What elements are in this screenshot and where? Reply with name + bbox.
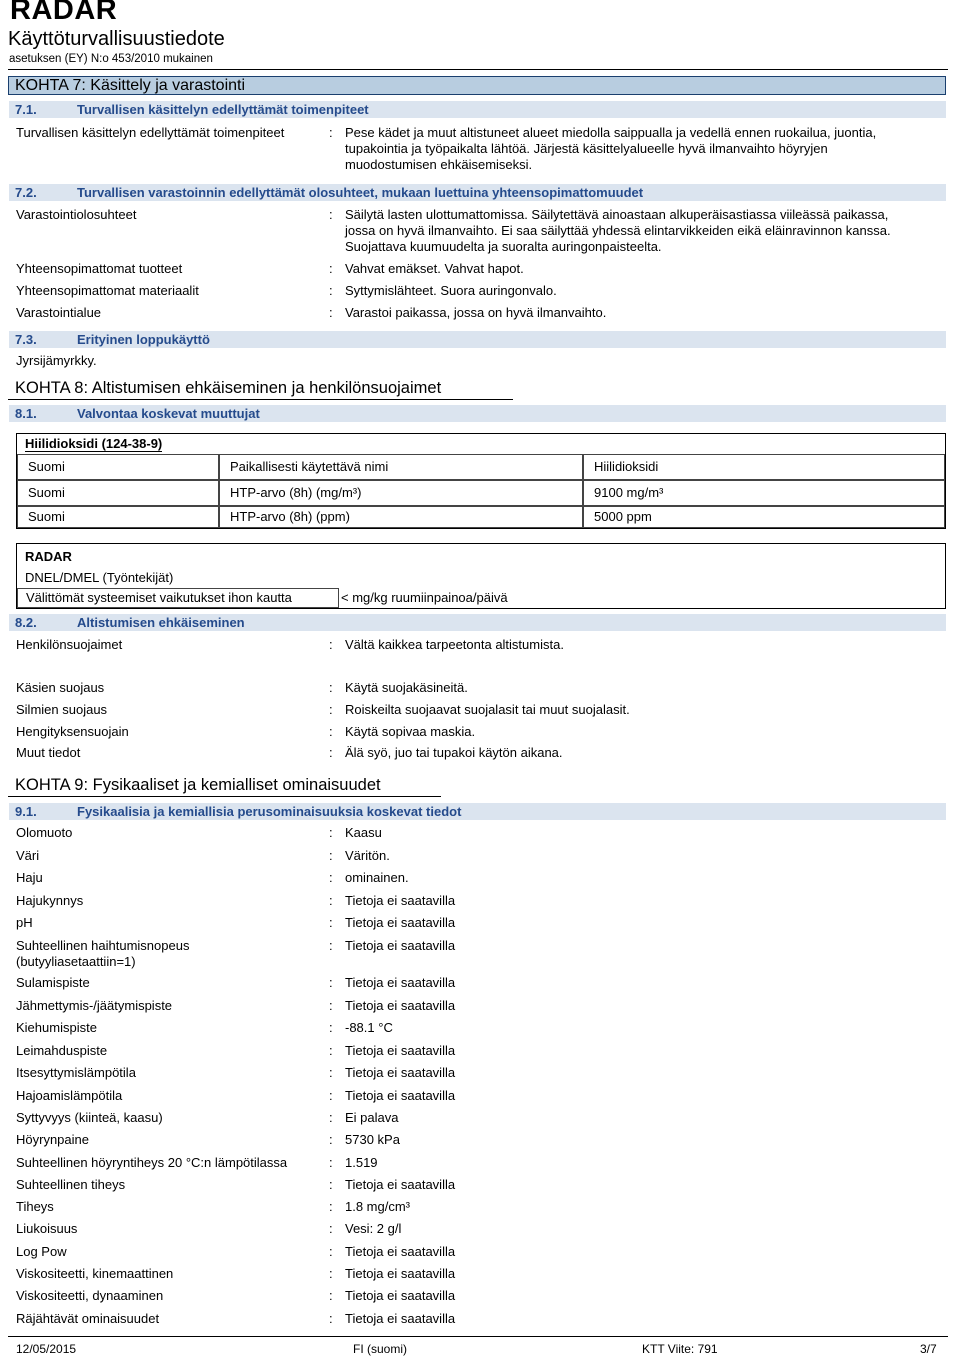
property-label: Olomuoto bbox=[16, 825, 73, 840]
subsection-number: 8.1. bbox=[15, 406, 37, 421]
header-divider bbox=[8, 69, 948, 70]
table-cell: Suomi bbox=[17, 480, 219, 506]
dnel-table bbox=[16, 543, 946, 609]
table-subheader: DNEL/DMEL (Työntekijät) bbox=[25, 570, 174, 585]
regulation-note: asetuksen (EY) N:o 453/2010 mukainen bbox=[9, 53, 213, 65]
colon: : bbox=[329, 125, 333, 140]
colon: : bbox=[329, 1065, 333, 1080]
other-info-value: Älä syö, juo tai tupakoi käytön aikana. bbox=[345, 745, 563, 760]
property-value: Kaasu bbox=[345, 825, 382, 840]
handling-line: muodostumisen ehkäisemiseksi. bbox=[345, 157, 533, 172]
ppe-label: Henkilönsuojaimet bbox=[16, 637, 123, 652]
property-label: Suhteellinen höyryntiheys 20 °C:n lämpötilassa bbox=[16, 1155, 288, 1170]
property-value: Tietoja ei saatavilla bbox=[345, 998, 456, 1013]
table-header: Hiilidioksidi (124-38-9) bbox=[25, 436, 163, 451]
colon: : bbox=[329, 261, 333, 276]
property-value: Tietoja ei saatavilla bbox=[345, 1088, 456, 1103]
other-info-label: Muut tiedot bbox=[16, 745, 81, 760]
colon: : bbox=[329, 1311, 333, 1326]
property-value: Väritön. bbox=[345, 848, 390, 863]
subsection-title: Fysikaalisia ja kemiallisia perusominaisuuksia koskevat tiedot bbox=[77, 804, 462, 819]
hand-protection-value: Käytä suojakäsineitä. bbox=[345, 680, 468, 695]
colon: : bbox=[329, 1266, 333, 1281]
subsection-title: Valvontaa koskevat muuttujat bbox=[77, 406, 260, 421]
footer-reference: KTT Viite: 791 bbox=[642, 1342, 718, 1356]
subsection-7-1 bbox=[9, 101, 946, 118]
respiratory-protection-value: Käytä sopivaa maskia. bbox=[345, 724, 476, 739]
respiratory-protection-label: Hengityksensuojain bbox=[16, 724, 129, 739]
storage-label: Varastointiolosuhteet bbox=[16, 207, 137, 222]
colon: : bbox=[329, 283, 333, 298]
subsection-number: 7.3. bbox=[15, 332, 37, 347]
table-cell: HTP-arvo (8h) (ppm) bbox=[219, 506, 583, 528]
property-label: Sulamispiste bbox=[16, 975, 90, 990]
handling-line: tupakointia ja työpaikalta lähtöä. Järjestä käsittelyalueelle hyvä ilmanvaihto höyryjen bbox=[345, 141, 828, 156]
table-cell: Hiilidioksidi bbox=[583, 454, 945, 480]
property-label: Viskositeetti, kinemaattinen bbox=[16, 1266, 174, 1281]
property-label: Liukoisuus bbox=[16, 1221, 78, 1236]
footer-language: FI (suomi) bbox=[353, 1342, 407, 1356]
subsection-title: Turvallisen varastoinnin edellyttämät olosuhteet, mukaan luettuina yhteensopimattomuudet bbox=[77, 185, 644, 200]
colon: : bbox=[329, 870, 333, 885]
property-value: Tietoja ei saatavilla bbox=[345, 1043, 456, 1058]
colon: : bbox=[329, 1177, 333, 1192]
property-label: Kiehumispiste bbox=[16, 1020, 97, 1035]
property-label: pH bbox=[16, 915, 33, 930]
ppe-value: Vältä kaikkea tarpeetonta altistumista. bbox=[345, 637, 564, 652]
table-cell: Välittömät systeemiset vaikutukset ihon kautta bbox=[17, 588, 339, 608]
footer-page-number: 3/7 bbox=[920, 1342, 937, 1356]
document-subtitle: Käyttöturvallisuustiedote bbox=[8, 28, 225, 50]
colon: : bbox=[329, 637, 333, 652]
colon: : bbox=[329, 680, 333, 695]
table-cell: 5000 ppm bbox=[583, 506, 945, 528]
colon: : bbox=[329, 848, 333, 863]
property-value: Tietoja ei saatavilla bbox=[345, 938, 456, 953]
property-label: Suhteellinen tiheys bbox=[16, 1177, 126, 1192]
property-value: 5730 kPa bbox=[345, 1132, 400, 1147]
property-value: Tietoja ei saatavilla bbox=[345, 1244, 456, 1259]
incompatible-materials-label: Yhteensopimattomat materiaalit bbox=[16, 283, 199, 298]
property-value: Tietoja ei saatavilla bbox=[345, 893, 456, 908]
eye-protection-label: Silmien suojaus bbox=[16, 702, 108, 717]
storage-area-value: Varastoi paikassa, jossa on hyvä ilmanvaihto. bbox=[345, 305, 607, 320]
colon: : bbox=[329, 915, 333, 930]
property-label: Syttyvyys (kiinteä, kaasu) bbox=[16, 1110, 163, 1125]
handling-label: Turvallisen käsittelyn edellyttämät toimenpiteet bbox=[16, 125, 285, 140]
table-cell: Suomi bbox=[17, 454, 219, 480]
property-label bbox=[16, 938, 189, 970]
property-value: Tietoja ei saatavilla bbox=[345, 1311, 456, 1326]
storage-line: Säilytä lasten ulottumattomissa. Säilytettävä ainoastaan alkuperäisastiassa viileässä paikassa, bbox=[345, 207, 889, 222]
property-label-line: (butyyliasetaattiin=1) bbox=[16, 954, 136, 969]
colon: : bbox=[329, 305, 333, 320]
hand-protection-label: Käsien suojaus bbox=[16, 680, 105, 695]
incompatible-products-label: Yhteensopimattomat tuotteet bbox=[16, 261, 183, 276]
subsection-title: Erityinen loppukäyttö bbox=[77, 332, 210, 347]
property-label: Jähmettymis-/jäätymispiste bbox=[16, 998, 173, 1013]
subsection-title: Altistumisen ehkäiseminen bbox=[77, 615, 245, 630]
colon: : bbox=[329, 1110, 333, 1125]
table-cell: 9100 mg/m³ bbox=[583, 480, 945, 506]
table-header: RADAR bbox=[25, 549, 72, 564]
colon: : bbox=[329, 938, 333, 953]
subsection-7-3 bbox=[9, 331, 946, 348]
end-use-text: Jyrsijämyrkky. bbox=[16, 353, 97, 368]
property-label: Viskositeetti, dynaaminen bbox=[16, 1288, 164, 1303]
colon: : bbox=[329, 1088, 333, 1103]
property-label: Tiheys bbox=[16, 1199, 54, 1214]
colon: : bbox=[329, 975, 333, 990]
subsection-number: 8.2. bbox=[15, 615, 37, 630]
property-label-line: Suhteellinen haihtumisnopeus bbox=[16, 938, 190, 953]
property-label: Väri bbox=[16, 848, 40, 863]
property-value: -88.1 °C bbox=[345, 1020, 393, 1035]
incompatible-products-value: Vahvat emäkset. Vahvat hapot. bbox=[345, 261, 524, 276]
colon: : bbox=[329, 1155, 333, 1170]
section-8-heading: KOHTA 8: Altistumisen ehkäiseminen ja henkilönsuojaimet bbox=[15, 379, 442, 397]
property-label: Leimahduspiste bbox=[16, 1043, 108, 1058]
subsection-8-2 bbox=[9, 614, 946, 631]
subsection-number: 7.2. bbox=[15, 185, 37, 200]
storage-area-label: Varastointialue bbox=[16, 305, 102, 320]
colon: : bbox=[329, 702, 333, 717]
handling-value bbox=[345, 125, 876, 173]
incompatible-materials-value: Syttymislähteet. Suora auringonvalo. bbox=[345, 283, 557, 298]
property-value: Tietoja ei saatavilla bbox=[345, 1177, 456, 1192]
storage-line: Suojattava kuumuudelta ja suoralta auringonpaisteelta. bbox=[345, 239, 662, 254]
property-value: Ei palava bbox=[345, 1110, 399, 1125]
property-value: ominainen. bbox=[345, 870, 409, 885]
eye-protection-value: Roiskeilta suojaavat suojalasit tai muut suojalasit. bbox=[345, 702, 630, 717]
footer-date: 12/05/2015 bbox=[16, 1342, 77, 1356]
colon: : bbox=[329, 998, 333, 1013]
exposure-limits-table bbox=[16, 433, 946, 529]
colon: : bbox=[329, 1221, 333, 1236]
colon: : bbox=[329, 825, 333, 840]
property-label: Räjähtävät ominaisuudet bbox=[16, 1311, 160, 1326]
property-label: Itsesyttymislämpötila bbox=[16, 1065, 136, 1080]
colon: : bbox=[329, 1244, 333, 1259]
colon: : bbox=[329, 893, 333, 908]
property-label: Haju bbox=[16, 870, 43, 885]
colon: : bbox=[329, 1043, 333, 1058]
subsection-number: 7.1. bbox=[15, 102, 37, 117]
colon: : bbox=[329, 745, 333, 760]
subsection-7-2 bbox=[9, 184, 946, 201]
storage-value bbox=[345, 207, 891, 255]
property-value: 1.519 bbox=[345, 1155, 378, 1170]
storage-line: jossa on hyvä ilmanvaihto. Ei saa säilyttää yhdessä elintarvikkeiden eikä eläinravinnon kanssa. bbox=[345, 223, 891, 238]
section-7-heading: KOHTA 7: Käsittely ja varastointi bbox=[8, 76, 946, 95]
property-value: 1.8 mg/cm³ bbox=[345, 1199, 411, 1214]
footer-divider bbox=[8, 1336, 948, 1337]
property-label: Hajoamislämpötila bbox=[16, 1088, 123, 1103]
colon: : bbox=[329, 207, 333, 222]
table-cell: Suomi bbox=[17, 506, 219, 528]
property-label: Höyrynpaine bbox=[16, 1132, 89, 1147]
section-9-heading: KOHTA 9: Fysikaaliset ja kemialliset ominaisuudet bbox=[15, 776, 381, 794]
property-value: Tietoja ei saatavilla bbox=[345, 915, 456, 930]
property-value: Tietoja ei saatavilla bbox=[345, 1266, 456, 1281]
section-9-underline bbox=[8, 796, 441, 797]
subsection-8-1 bbox=[9, 405, 946, 422]
table-cell: HTP-arvo (8h) (mg/m³) bbox=[219, 480, 583, 506]
colon: : bbox=[329, 1288, 333, 1303]
property-value: Tietoja ei saatavilla bbox=[345, 975, 456, 990]
property-label: Log Pow bbox=[16, 1244, 67, 1259]
colon: : bbox=[329, 1020, 333, 1035]
property-value: Tietoja ei saatavilla bbox=[345, 1288, 456, 1303]
colon: : bbox=[329, 1199, 333, 1214]
property-value: Vesi: 2 g/l bbox=[345, 1221, 402, 1236]
handling-line: Pese kädet ja muut altistuneet alueet miedolla saippualla ja vedellä ennen ruokailua, juontia, bbox=[345, 125, 877, 140]
document-title: RADAR bbox=[10, 0, 118, 26]
table-cell: < mg/kg ruumiinpainoa/päivä bbox=[341, 590, 508, 605]
subsection-9-1 bbox=[9, 803, 946, 820]
section-8-underline bbox=[8, 399, 513, 400]
colon: : bbox=[329, 1132, 333, 1147]
colon: : bbox=[329, 724, 333, 739]
table-cell: Paikallisesti käytettävä nimi bbox=[219, 454, 583, 480]
subsection-title: Turvallisen käsittelyn edellyttämät toimenpiteet bbox=[77, 102, 369, 117]
subsection-number: 9.1. bbox=[15, 804, 37, 819]
property-label: Hajukynnys bbox=[16, 893, 84, 908]
property-value: Tietoja ei saatavilla bbox=[345, 1065, 456, 1080]
